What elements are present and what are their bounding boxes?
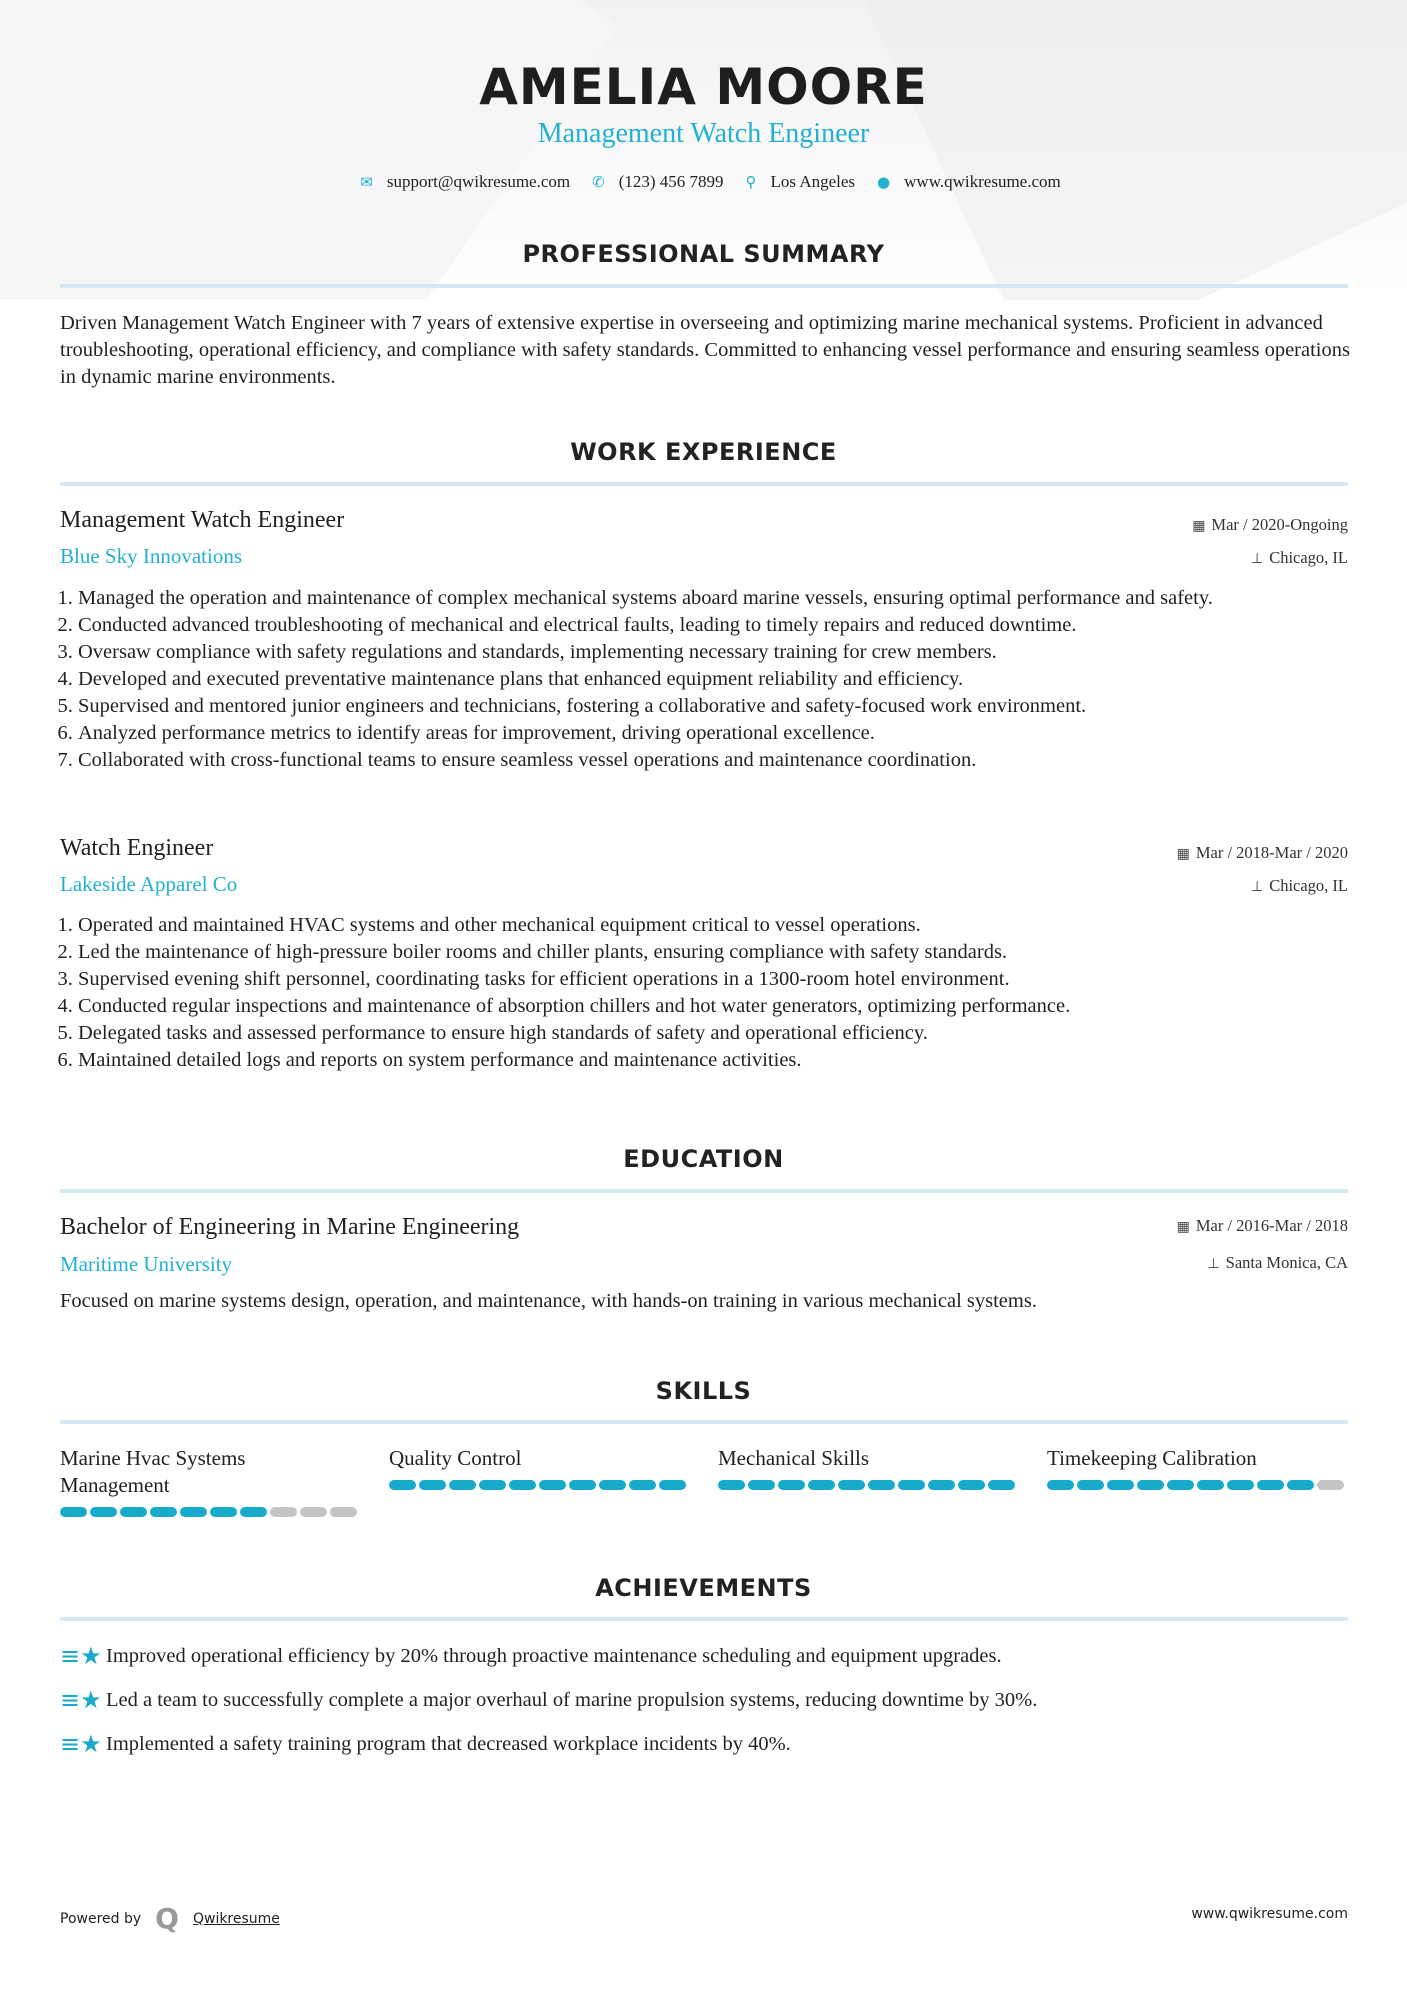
job-bullet: 3. Supervised evening shift personnel, coordinating tasks for efficient operations in a 1300-room hotel environment. <box>78 966 1360 993</box>
job-bullet: 5. Supervised and mentored junior engineers and technicians, fostering a collaborative and safety-focused work environment. <box>78 693 1360 720</box>
job-location <box>1251 876 1348 896</box>
job-dates-text: Mar / 2018-Mar / 2020 <box>1195 843 1348 862</box>
skill-level-segment <box>718 1480 745 1490</box>
job-bullet: 2. Led the maintenance of high-pressure boiler rooms and chiller plants, ensuring compliance with safety standards. <box>78 939 1360 966</box>
contact-email[interactable]: support@qwikresume.com <box>386 172 571 191</box>
achievement-text: Implemented a safety training program that decreased workplace incidents by 40%. <box>106 1732 791 1755</box>
job-dates <box>1192 515 1348 535</box>
achievement-item <box>60 1686 1037 1714</box>
job-location <box>1251 548 1348 568</box>
skill-item <box>718 1445 1018 1490</box>
skill-level-segment <box>120 1507 147 1517</box>
skill-level-segment <box>569 1480 596 1490</box>
skill-item <box>60 1445 360 1517</box>
summary-heading: PROFESSIONAL SUMMARY <box>522 240 885 268</box>
contact-location: Los Angeles <box>770 172 856 191</box>
candidate-name: AMELIA MOORE <box>479 58 928 116</box>
job-bullet: 5. Delegated tasks and assessed performance to ensure high standards of safety and operational efficiency. <box>78 1020 1360 1047</box>
skill-level-segment <box>659 1480 686 1490</box>
school: Maritime University <box>60 1252 233 1276</box>
map-pin-icon: ⚲ <box>745 173 757 191</box>
pushpin-icon: ⊥ <box>1250 551 1264 567</box>
star-icon: ≡★ <box>60 1642 102 1670</box>
education-heading: EDUCATION <box>623 1145 784 1173</box>
skill-level-segment <box>958 1480 985 1490</box>
skill-name: Marine Hvac Systems Management <box>60 1446 246 1497</box>
powered-by-label: Powered by <box>60 1910 142 1927</box>
job-title: Watch Engineer <box>60 835 214 861</box>
divider <box>60 482 1348 486</box>
job-dates-text: Mar / 2020-Ongoing <box>1211 515 1348 534</box>
skill-level-segment <box>1197 1480 1224 1490</box>
phone-icon: ✆ <box>592 173 605 191</box>
skill-level-segment <box>1077 1480 1104 1490</box>
skill-level-segment <box>1047 1480 1074 1490</box>
skill-level-segment <box>449 1480 476 1490</box>
skill-level-segment <box>748 1480 775 1490</box>
skill-level-segment <box>389 1480 416 1490</box>
skill-level-segment <box>539 1480 566 1490</box>
skill-level-bar <box>718 1480 1018 1490</box>
skill-level-segment <box>778 1480 805 1490</box>
skill-level-segment <box>300 1507 327 1517</box>
education-location-text: Santa Monica, CA <box>1225 1253 1348 1272</box>
skill-level-segment <box>1287 1480 1314 1490</box>
skills-heading: SKILLS <box>655 1377 752 1405</box>
calendar-icon: ▦ <box>1192 518 1206 534</box>
skill-level-segment <box>868 1480 895 1490</box>
skill-level-segment <box>240 1507 267 1517</box>
divider <box>60 1420 1348 1424</box>
skill-level-segment <box>330 1507 357 1517</box>
job-company: Lakeside Apparel Co <box>60 872 238 896</box>
skill-level-segment <box>150 1507 177 1517</box>
achievement-text: Led a team to successfully complete a major overhaul of marine propulsion systems, reducing downtime by 30%. <box>106 1688 1038 1711</box>
pushpin-icon: ⊥ <box>1250 879 1264 895</box>
job-bullet: 4. Conducted regular inspections and maintenance of absorption chillers and hot water generators, optimizing performance. <box>78 993 1360 1020</box>
skill-level-segment <box>1317 1480 1344 1490</box>
skill-level-segment <box>629 1480 656 1490</box>
star-icon: ≡★ <box>60 1730 102 1758</box>
skill-level-segment <box>898 1480 925 1490</box>
skill-level-segment <box>599 1480 626 1490</box>
job-bullet: 1. Operated and maintained HVAC systems and other mechanical equipment critical to vessel operations. <box>78 912 1360 939</box>
job-company: Blue Sky Innovations <box>60 544 242 568</box>
skill-item <box>1047 1445 1347 1490</box>
education-dates <box>1177 1216 1348 1236</box>
globe-icon: ● <box>877 173 891 191</box>
skill-level-bar <box>1047 1480 1347 1490</box>
skill-name: Timekeeping Calibration <box>1047 1446 1257 1470</box>
candidate-title: Management Watch Engineer <box>537 118 870 149</box>
skill-level-segment <box>419 1480 446 1490</box>
skill-level-segment <box>1257 1480 1284 1490</box>
job-bullet: 6. Analyzed performance metrics to identify areas for improvement, driving operational excellence. <box>78 720 1360 747</box>
skill-level-segment <box>1227 1480 1254 1490</box>
skill-name: Mechanical Skills <box>718 1446 870 1470</box>
experience-heading: WORK EXPERIENCE <box>570 438 837 466</box>
job-bullet: 2. Conducted advanced troubleshooting of mechanical and electrical faults, leading to timely repairs and reduced downtime. <box>78 612 1360 639</box>
skill-level-segment <box>1167 1480 1194 1490</box>
achievements-heading: ACHIEVEMENTS <box>595 1574 812 1602</box>
divider <box>60 284 1348 288</box>
achievement-item <box>60 1642 1002 1670</box>
job-bullet: 3. Oversaw compliance with safety regulations and standards, implementing necessary training for crew members. <box>78 639 1360 666</box>
job-location-text: Chicago, IL <box>1269 548 1348 567</box>
skill-level-segment <box>210 1507 237 1517</box>
star-icon: ≡★ <box>60 1686 102 1714</box>
job-title: Management Watch Engineer <box>60 507 345 533</box>
job-dates <box>1177 843 1348 863</box>
skill-item <box>389 1445 689 1490</box>
job-bullets <box>60 585 1360 774</box>
qwikresume-logo-icon: Q <box>155 1902 179 1935</box>
skill-level-segment <box>270 1507 297 1517</box>
skill-name: Quality Control <box>389 1446 522 1470</box>
calendar-icon: ▦ <box>1176 846 1190 862</box>
achievement-text: Improved operational efficiency by 20% through proactive maintenance scheduling and equipment upgrades. <box>106 1644 1002 1667</box>
skill-level-segment <box>988 1480 1015 1490</box>
calendar-icon: ▦ <box>1176 1219 1190 1235</box>
skill-level-segment <box>60 1507 87 1517</box>
job-bullet: 1. Managed the operation and maintenance of complex mechanical systems aboard marine vessels, ensuring optimal performance and safety. <box>78 585 1360 612</box>
job-location-text: Chicago, IL <box>1269 876 1348 895</box>
divider <box>60 1617 1348 1621</box>
contact-bar <box>0 172 1407 192</box>
contact-phone: (123) 456 7899 <box>618 172 724 191</box>
skill-level-bar <box>389 1480 689 1490</box>
skill-level-segment <box>1137 1480 1164 1490</box>
skill-level-segment <box>838 1480 865 1490</box>
skill-level-segment <box>808 1480 835 1490</box>
footer-powered <box>60 1902 280 1935</box>
education-dates-text: Mar / 2016-Mar / 2018 <box>1195 1216 1348 1235</box>
skill-level-segment <box>479 1480 506 1490</box>
achievement-item <box>60 1730 791 1758</box>
job-bullets <box>60 912 1360 1074</box>
education-description: Focused on marine systems design, operation, and maintenance, with hands-on training in various mechanical systems. <box>60 1290 1037 1312</box>
skill-level-bar <box>60 1507 360 1517</box>
contact-website[interactable]: www.qwikresume.com <box>904 172 1061 191</box>
skill-level-segment <box>180 1507 207 1517</box>
job-bullet: 4. Developed and executed preventative maintenance plans that enhanced equipment reliability and efficiency. <box>78 666 1360 693</box>
skill-level-segment <box>928 1480 955 1490</box>
footer-website[interactable]: www.qwikresume.com <box>1191 1906 1348 1922</box>
skill-level-segment <box>1107 1480 1134 1490</box>
skill-level-segment <box>509 1480 536 1490</box>
education-location <box>1207 1253 1348 1273</box>
pushpin-icon: ⊥ <box>1207 1256 1220 1272</box>
degree: Bachelor of Engineering in Marine Engineering <box>60 1214 520 1240</box>
brand-link[interactable]: Qwikresume <box>192 1910 280 1927</box>
job-bullet: 6. Maintained detailed logs and reports on system performance and maintenance activities. <box>78 1047 1360 1074</box>
skill-level-segment <box>90 1507 117 1517</box>
divider <box>60 1189 1348 1193</box>
envelope-icon: ✉ <box>360 173 373 191</box>
summary-text: Driven Management Watch Engineer with 7 years of extensive expertise in overseeing and optimizing marine mechanical systems. Proficient in advanced troubleshooting, operational efficiency, and compliance with safety standards. Committed to enhancing vessel performance and ensuring seamless operations in dynamic marine environments. <box>60 312 1350 388</box>
job-bullet: 7. Collaborated with cross-functional teams to ensure seamless vessel operations and maintenance coordination. <box>78 747 1360 774</box>
